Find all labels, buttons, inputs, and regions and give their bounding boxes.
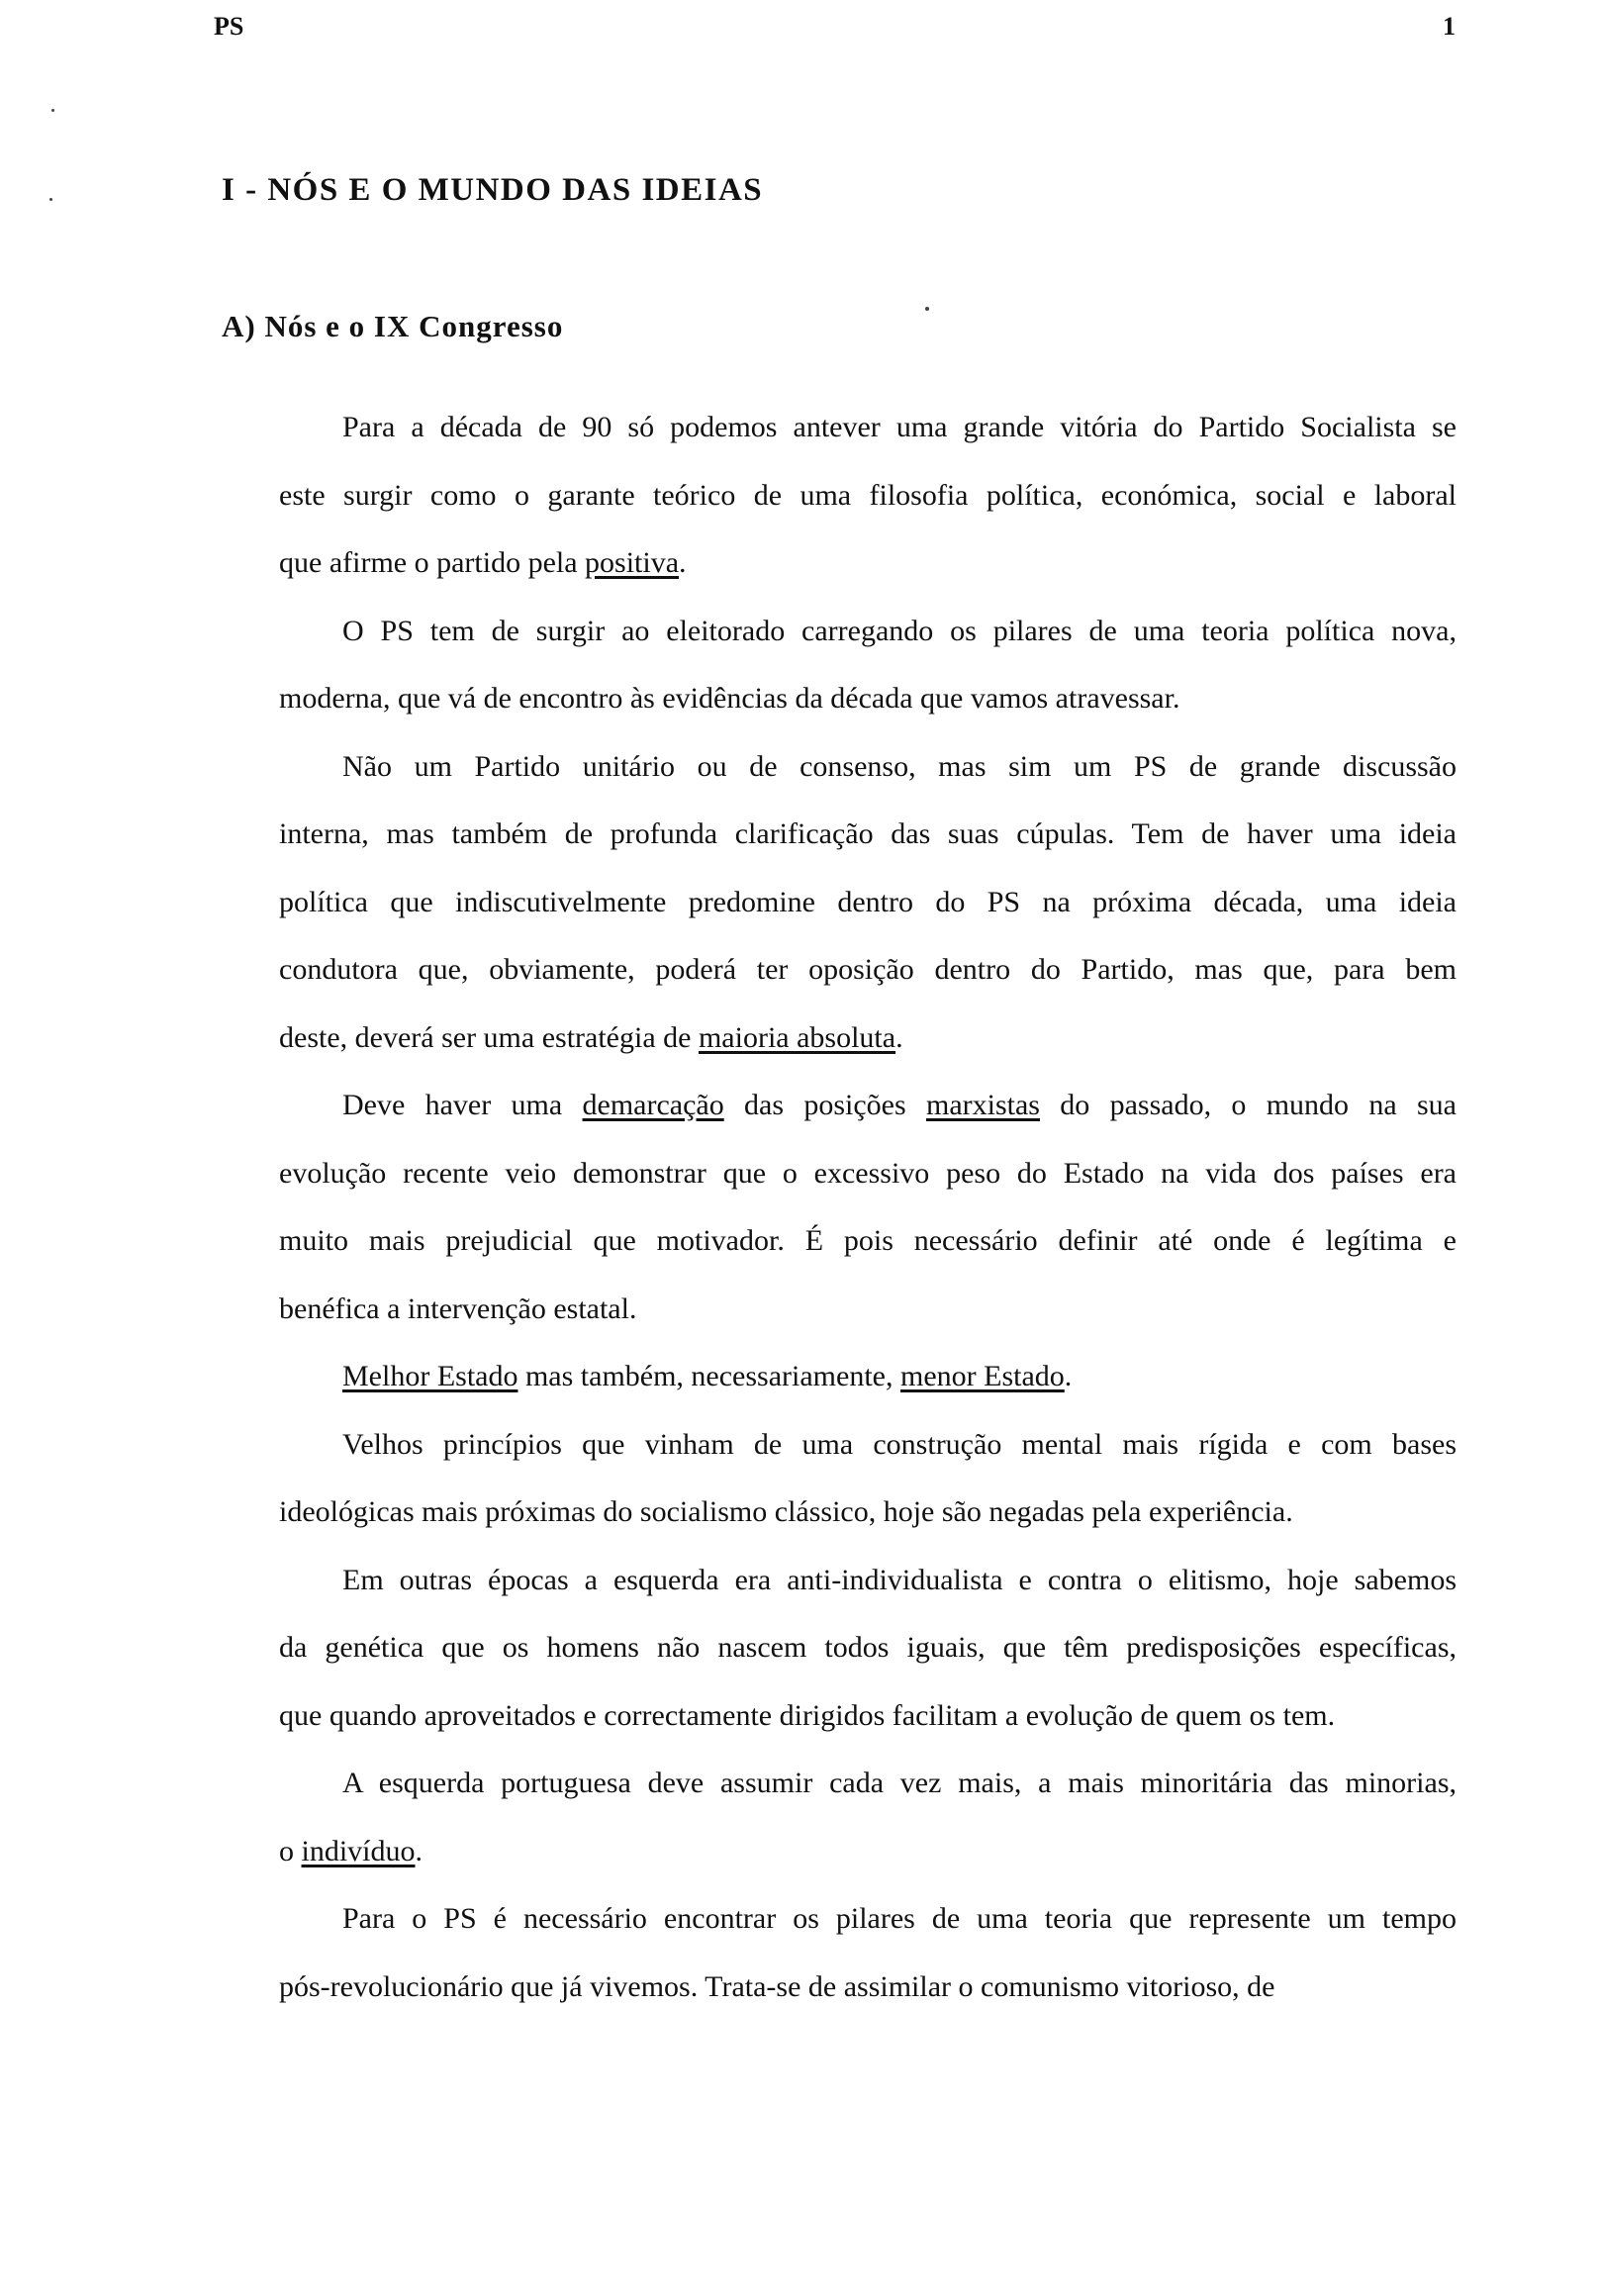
text-line [279, 1004, 1457, 1073]
text-line [279, 869, 1457, 937]
underlined-text: demarcação [582, 1089, 724, 1121]
text-segment: condutora que, obviamente, poderá ter oposição dentro do Partido, mas que, para bem [279, 953, 1457, 986]
text-segment: . [1064, 1360, 1073, 1392]
text-segment: benéfica a intervenção estatal. [279, 1292, 637, 1325]
paragraph [279, 1343, 1457, 1411]
text-line [279, 1547, 1457, 1615]
text-line [279, 1072, 1457, 1140]
text-segment: pós-revolucionário que já vivemos. Trata-se de assimilar o comunismo vitorioso, de [279, 1969, 1275, 2003]
text-line [279, 462, 1457, 530]
text-segment: A esquerda portuguesa deve assumir cada vez mais, a mais minoritária das minorias, [342, 1767, 1457, 1799]
paragraph [279, 1885, 1457, 2021]
text-segment: O PS tem de surgir ao eleitorado carregando os pilares de uma teoria política nova, [342, 614, 1457, 647]
text-segment: que afirme o partido pela [279, 546, 586, 579]
text-segment: interna, mas também de profunda clarificação das suas cúpulas. Tem de haver uma ideia [279, 817, 1457, 850]
text-line [279, 1276, 1457, 1344]
text-segment: que quando aproveitados e correctamente dirigidos facilitam a evolução de quem os tem. [279, 1698, 1336, 1732]
text-segment: do passado, o mundo na sua [1039, 1089, 1457, 1121]
text-segment: . [415, 1834, 423, 1867]
scan-speck [925, 307, 929, 311]
text-segment: evolução recente veio demonstrar que o excessivo peso do Estado na vida dos países era [279, 1156, 1457, 1190]
text-line [279, 801, 1457, 869]
text-segment: Para o PS é necessário encontrar os pilares de uma teoria que represente um tempo [342, 1902, 1457, 1935]
running-header: PS [214, 12, 244, 41]
page-number: 1 [1443, 12, 1456, 41]
section-heading: A) Nós e o IX Congresso [222, 309, 564, 343]
text-line [279, 529, 1457, 598]
text-line [279, 1750, 1457, 1818]
text-segment: . [895, 1020, 903, 1054]
underlined-text: Melhor Estado [342, 1360, 518, 1392]
text-line [279, 936, 1457, 1004]
text-line [279, 1818, 1457, 1886]
underlined-text: maioria absoluta [698, 1020, 896, 1054]
paragraph [279, 1547, 1457, 1751]
text-segment: . [679, 546, 687, 579]
text-line [279, 1411, 1457, 1480]
text-segment: Em outras épocas a esquerda era anti-individualista e contra o elitismo, hoje sabemos [342, 1563, 1457, 1596]
chapter-title: I - NÓS E O MUNDO DAS IDEIAS [222, 172, 764, 208]
paragraph [279, 1072, 1457, 1343]
text-line [279, 1682, 1457, 1751]
paragraph [279, 394, 1457, 598]
text-line [279, 1343, 1457, 1411]
text-segment: este surgir como o garante teórico de uma filosofia política, económica, social e laboral [279, 478, 1457, 512]
text-segment: da genética que os homens não nascem todos iguais, que têm predisposições específicas, [279, 1631, 1457, 1664]
text-segment: Não um Partido unitário ou de consenso, mas sim um PS de grande discussão [342, 749, 1457, 783]
text-line [279, 665, 1457, 733]
paragraph [279, 1750, 1457, 1885]
text-segment: das posições [723, 1089, 926, 1121]
text-line [279, 394, 1457, 462]
text-line [279, 733, 1457, 802]
text-segment: política que indiscutivelmente predomine dentro do PS na próxima década, uma ideia [279, 885, 1457, 918]
scan-speck [49, 198, 52, 201]
text-line [279, 1207, 1457, 1276]
paragraph [279, 733, 1457, 1073]
body-text [279, 394, 1457, 2021]
text-segment: Deve haver uma [342, 1089, 583, 1121]
paragraph [279, 598, 1457, 733]
underlined-text: indivíduo [301, 1834, 416, 1867]
text-segment: moderna, que vá de encontro às evidências da década que vamos atravessar. [279, 682, 1180, 715]
text-segment: o [279, 1834, 302, 1867]
text-line [279, 1614, 1457, 1682]
text-segment: deste, deverá ser uma estratégia de [279, 1020, 699, 1054]
scan-speck [51, 109, 54, 112]
text-segment: Velhos princípios que vinham de uma construção mental mais rígida e com bases [342, 1427, 1457, 1461]
text-segment: ideológicas mais próximas do socialismo clássico, hoje são negadas pela experiência. [279, 1495, 1293, 1528]
text-segment: Para a década de 90 só podemos antever uma grande vitória do Partido Socialista se [342, 411, 1457, 443]
text-line [279, 1140, 1457, 1208]
paragraph [279, 1411, 1457, 1547]
text-segment: mas também, necessariamente, [517, 1360, 900, 1392]
underlined-text: marxistas [926, 1089, 1040, 1121]
text-segment: muito mais prejudicial que motivador. É pois necessário definir até onde é legítima e [279, 1224, 1457, 1257]
underlined-text: menor Estado [899, 1360, 1065, 1392]
text-line [279, 1954, 1457, 2022]
text-line [279, 1479, 1457, 1547]
text-line [279, 1885, 1457, 1954]
underlined-text: positiva [585, 546, 680, 579]
text-line [279, 598, 1457, 666]
